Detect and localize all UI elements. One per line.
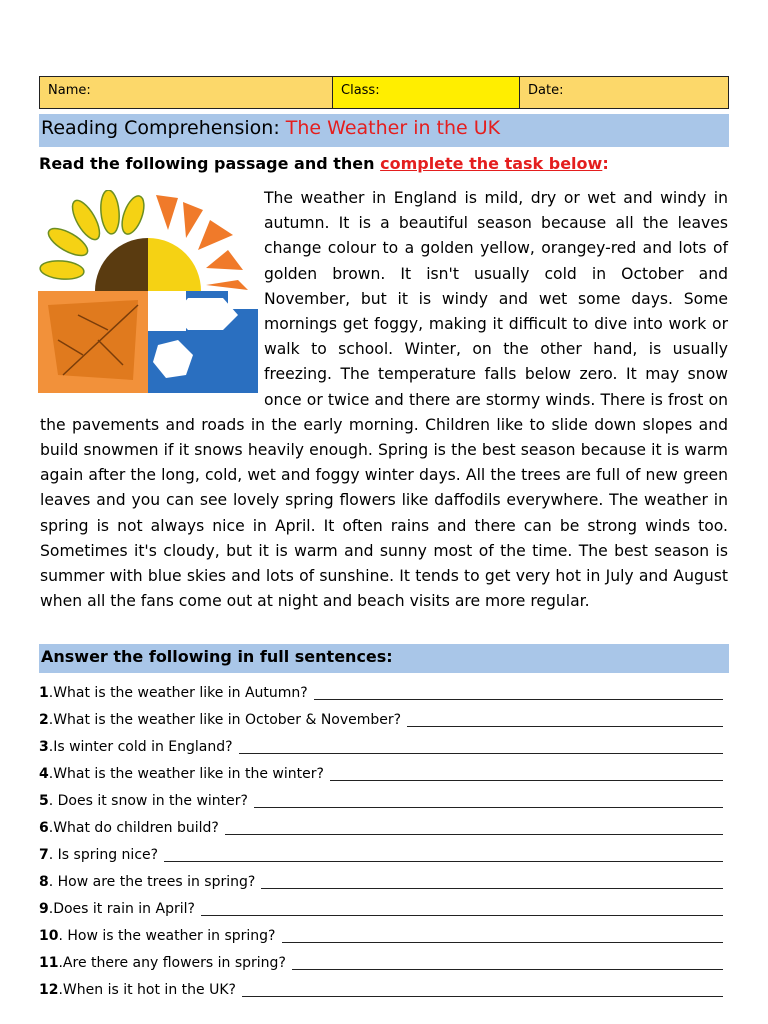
class-field[interactable] [333, 77, 520, 108]
answer-line[interactable] [282, 928, 724, 943]
answer-line[interactable] [239, 739, 723, 754]
question-number: 2 [39, 711, 49, 728]
answer-line[interactable] [292, 955, 723, 970]
question-text: .Are there any flowers in spring? [58, 954, 286, 971]
question-number: 6 [39, 819, 49, 836]
title-prefix: Reading Comprehension: [41, 117, 280, 139]
question-item [39, 976, 729, 1003]
date-label: Date: [528, 83, 564, 98]
instruction-highlight: complete the task below [380, 154, 603, 173]
question-number: 1 [39, 684, 49, 701]
instruction-text: Read the following passage and then [39, 154, 375, 173]
question-number: 5 [39, 792, 49, 809]
answer-line[interactable] [330, 766, 723, 781]
class-label: Class: [341, 83, 380, 98]
question-number: 4 [39, 765, 49, 782]
name-label: Name: [48, 83, 91, 98]
date-field[interactable] [520, 77, 728, 108]
reading-passage [40, 186, 728, 614]
answer-line[interactable] [254, 793, 723, 808]
question-item [39, 733, 729, 760]
answer-line[interactable] [201, 901, 723, 916]
question-number: 7 [39, 846, 49, 863]
question-item [39, 814, 729, 841]
question-item [39, 679, 729, 706]
question-text: .What do children build? [48, 819, 219, 836]
question-item [39, 706, 729, 733]
question-number: 8 [39, 873, 49, 890]
question-text: .When is it hot in the UK? [58, 981, 236, 998]
title-topic: The Weather in the UK [285, 117, 501, 139]
question-item [39, 787, 729, 814]
question-text: .What is the weather like in Autumn? [48, 684, 308, 701]
answer-line[interactable] [314, 685, 723, 700]
answer-line[interactable] [261, 874, 723, 889]
question-text: . How are the trees in spring? [48, 873, 256, 890]
name-field[interactable] [40, 77, 333, 108]
question-number: 3 [39, 738, 49, 755]
question-text: .Does it rain in April? [48, 900, 195, 917]
question-item [39, 841, 729, 868]
question-text: . Is spring nice? [48, 846, 159, 863]
question-item [39, 895, 729, 922]
question-text: .What is the weather like in the winter? [48, 765, 324, 782]
answer-section-header: Answer the following in full sentences: [39, 644, 729, 673]
answer-line[interactable] [407, 712, 723, 727]
question-number: 9 [39, 900, 49, 917]
passage-text: The weather in England is mild, dry or wet and windy in autumn. It is a beautiful season because all the leaves change colour to a golden yellow, orangey-red and lots of golden brown. It isn't usually cold in October and November, but it is windy and wet some days. Some mornings get foggy, making it difficult to dive into work or walk to school. Winter, on the other hand, is usually freezing. The temperature falls below zero. It may snow once or twice and there are stormy winds. There is frost on the pavements and roads in the early morning. Children like to slide down slopes and build snowmen if it snows heavily enough. Spring is the best season because it is warm again after the long, cold, wet and foggy winter days. All the trees are full of new green leaves and you can see lovely spring flowers like daffodils everywhere. The weather in spring is not always nice in April. It often rains and there can be strong winds too. Sometimes it's cloudy, but it is warm and sunny most of the time. The best season is summer with blue skies and lots of sunshine. It tends to get very hot in July and August when all the fans come out at night and beach visits are more regular. [40, 189, 728, 611]
question-text: . How is the weather in spring? [58, 927, 276, 944]
question-list [39, 679, 729, 1003]
instruction-suffix: : [602, 154, 609, 173]
instruction [39, 154, 609, 173]
answer-line[interactable] [164, 847, 723, 862]
question-text: .What is the weather like in October & November? [48, 711, 402, 728]
answer-line[interactable] [242, 982, 723, 997]
four-seasons-icon [38, 190, 258, 393]
question-number: 10 [39, 927, 59, 944]
question-item [39, 949, 729, 976]
question-text: .Is winter cold in England? [48, 738, 233, 755]
student-info-table [39, 76, 729, 109]
question-number: 12 [39, 981, 59, 998]
question-number: 11 [39, 954, 59, 971]
question-text: . Does it snow in the winter? [48, 792, 248, 809]
question-item [39, 922, 729, 949]
question-item [39, 868, 729, 895]
answer-line[interactable] [225, 820, 723, 835]
page-title [39, 114, 729, 147]
question-item [39, 760, 729, 787]
